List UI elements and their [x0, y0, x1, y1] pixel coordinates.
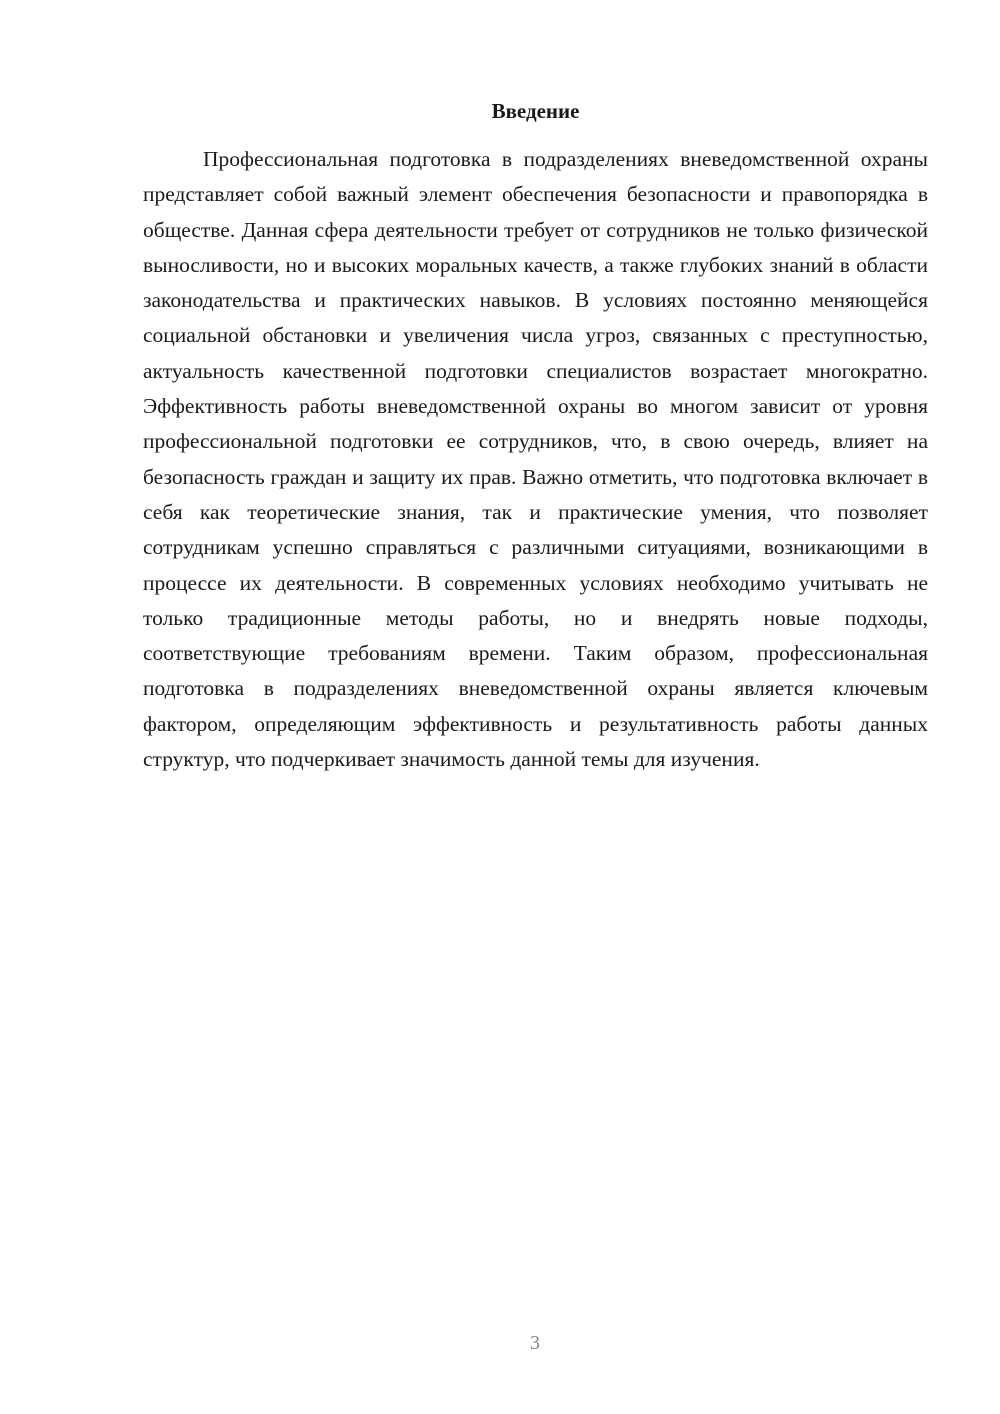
section-heading: Введение [491, 99, 580, 123]
body-paragraph: Профессиональная подготовка в подразделениях вневедомственной охраны представляет собой важный элемент обеспечения безопасности и правопорядка в обществе. Данная сфера деятельности требует от сотрудников не только физической выносливости, но и высоких моральных качеств, а также глубоких знаний в области законодательства и практических навыков. В условиях постоянно меняющейся социальной обстановки и увеличения числа угроз, связанных с преступностью, актуальность качественной подготовки специалистов возрастает многократно. Эффективность работы вневедомственной охраны во многом зависит от уровня профессиональной подготовки ее сотрудников, что, в свою очередь, влияет на безопасность граждан и защиту их прав. Важно отметить, что подготовка включает в себя как теоретические знания, так и практические умения, что позволяет сотрудникам успешно справляться с различными ситуациями, возникающими в процессе их деятельности. В современных условиях необходимо учитывать не только традиционные методы работы, но и внедрять новые подходы, соответствующие требованиям времени. Таким образом, профессиональная подготовка в подразделениях вневедомственной охраны является ключевым фактором, определяющим эффективность и результативность работы данных структур, что подчеркивает значимость данной темы для изучения. [143, 147, 928, 772]
page-number: 3 [530, 1332, 540, 1354]
